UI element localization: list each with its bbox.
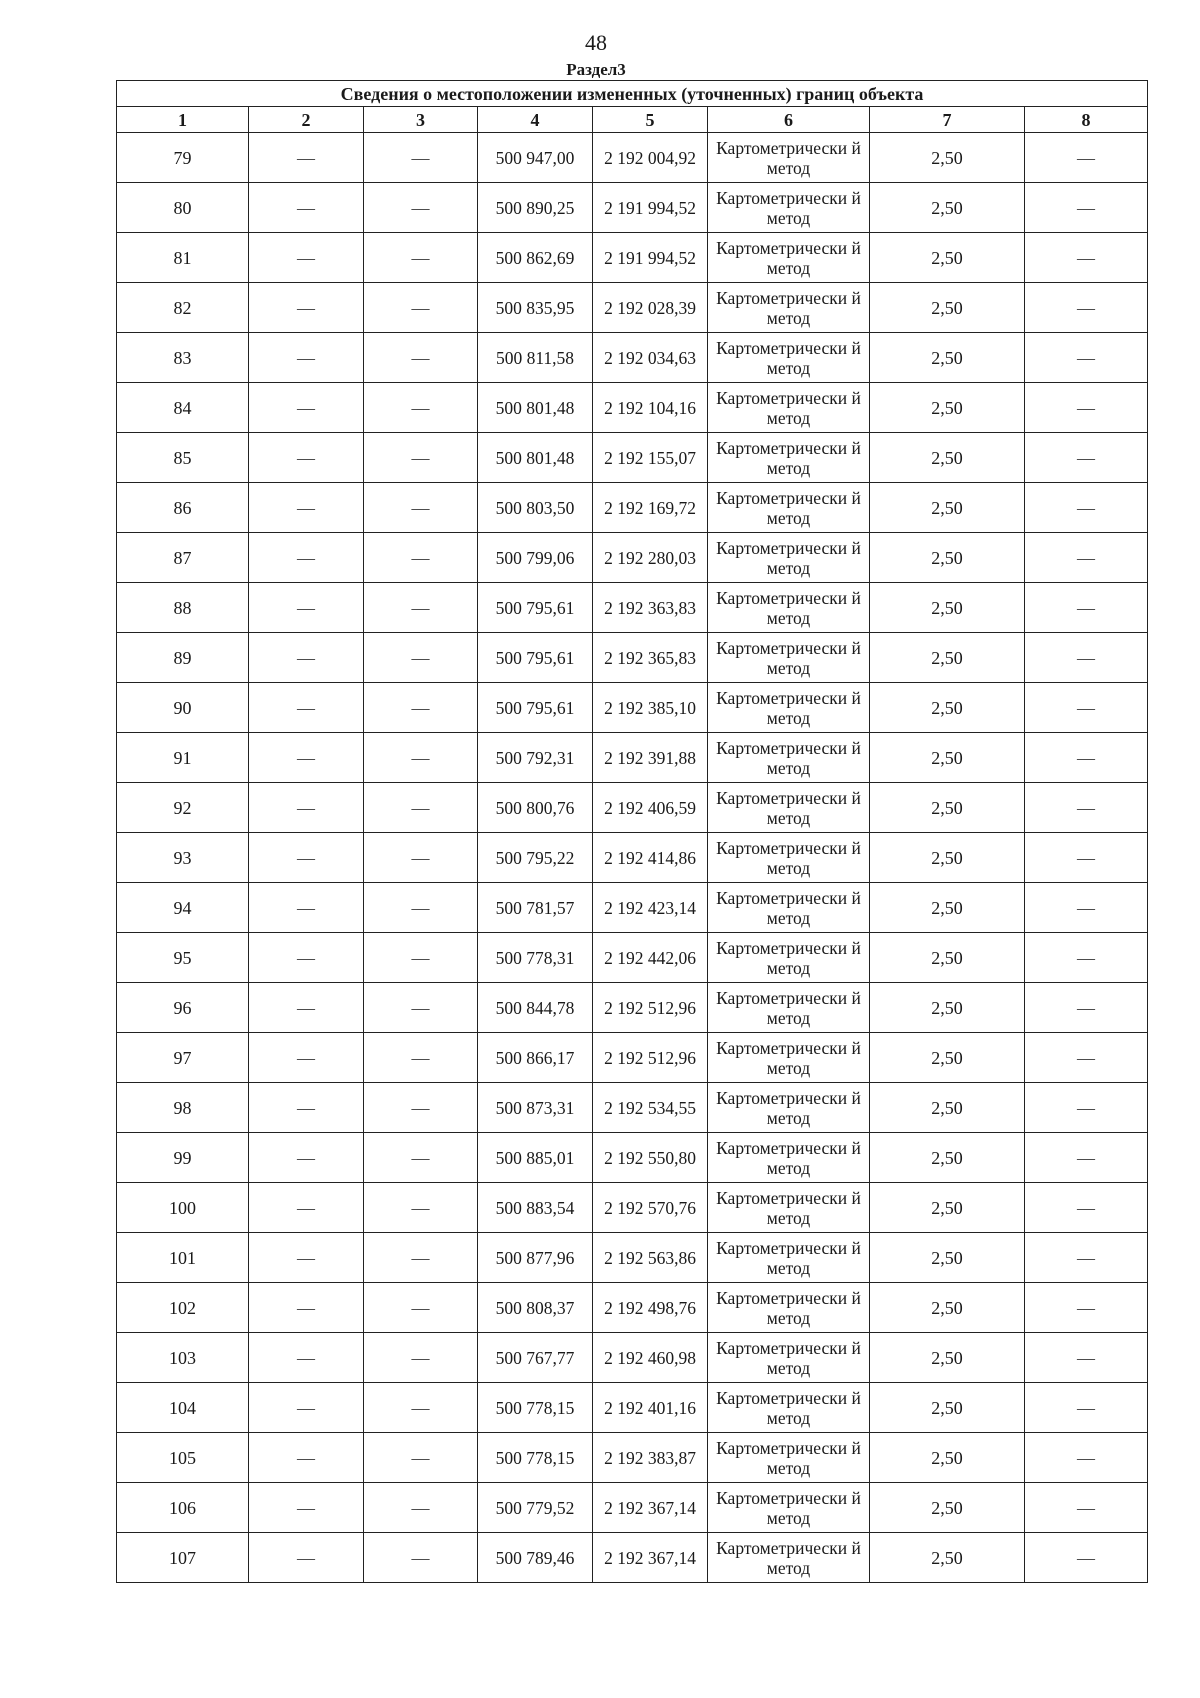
accuracy: 2,50 bbox=[870, 1283, 1025, 1333]
x-coordinate: 500 808,37 bbox=[478, 1283, 593, 1333]
x-coordinate: 500 801,48 bbox=[478, 383, 593, 433]
method: Картометрически й метод bbox=[708, 633, 870, 683]
col8-value: — bbox=[1025, 383, 1148, 433]
col3-value: — bbox=[364, 1233, 478, 1283]
point-number: 87 bbox=[117, 533, 249, 583]
method: Картометрически й метод bbox=[708, 883, 870, 933]
point-number: 83 bbox=[117, 333, 249, 383]
col8-value: — bbox=[1025, 1283, 1148, 1333]
col3-value: — bbox=[364, 733, 478, 783]
col2-value: — bbox=[249, 1483, 364, 1533]
col2-value: — bbox=[249, 933, 364, 983]
method: Картометрически й метод bbox=[708, 1133, 870, 1183]
y-coordinate: 2 192 534,55 bbox=[593, 1083, 708, 1133]
table-row bbox=[117, 433, 1148, 483]
col2-value: — bbox=[249, 633, 364, 683]
col2-value: — bbox=[249, 783, 364, 833]
x-coordinate: 500 890,25 bbox=[478, 183, 593, 233]
accuracy: 2,50 bbox=[870, 1433, 1025, 1483]
accuracy: 2,50 bbox=[870, 1533, 1025, 1583]
point-number: 89 bbox=[117, 633, 249, 683]
col8-value: — bbox=[1025, 1133, 1148, 1183]
table-body bbox=[117, 81, 1148, 1583]
y-coordinate: 2 192 155,07 bbox=[593, 433, 708, 483]
table-row bbox=[117, 1233, 1148, 1283]
col8-value: — bbox=[1025, 683, 1148, 733]
y-coordinate: 2 192 414,86 bbox=[593, 833, 708, 883]
coordinates-table bbox=[116, 80, 1148, 1583]
table-row bbox=[117, 233, 1148, 283]
method: Картометрически й метод bbox=[708, 1483, 870, 1533]
point-number: 82 bbox=[117, 283, 249, 333]
col8-value: — bbox=[1025, 1333, 1148, 1383]
x-coordinate: 500 883,54 bbox=[478, 1183, 593, 1233]
method: Картометрически й метод bbox=[708, 783, 870, 833]
col3-value: — bbox=[364, 683, 478, 733]
x-coordinate: 500 778,15 bbox=[478, 1433, 593, 1483]
accuracy: 2,50 bbox=[870, 983, 1025, 1033]
x-coordinate: 500 885,01 bbox=[478, 1133, 593, 1183]
y-coordinate: 2 192 367,14 bbox=[593, 1533, 708, 1583]
x-coordinate: 500 781,57 bbox=[478, 883, 593, 933]
point-number: 92 bbox=[117, 783, 249, 833]
col2-value: — bbox=[249, 883, 364, 933]
col2-value: — bbox=[249, 1433, 364, 1483]
method: Картометрически й метод bbox=[708, 333, 870, 383]
accuracy: 2,50 bbox=[870, 333, 1025, 383]
page-number: 48 bbox=[585, 30, 607, 55]
col2-value: — bbox=[249, 1133, 364, 1183]
col8-value: — bbox=[1025, 1533, 1148, 1583]
col8-value: — bbox=[1025, 933, 1148, 983]
col3-value: — bbox=[364, 1033, 478, 1083]
point-number: 90 bbox=[117, 683, 249, 733]
point-number: 100 bbox=[117, 1183, 249, 1233]
y-coordinate: 2 192 365,83 bbox=[593, 633, 708, 683]
point-number: 105 bbox=[117, 1433, 249, 1483]
y-coordinate: 2 192 498,76 bbox=[593, 1283, 708, 1333]
table-row bbox=[117, 1333, 1148, 1383]
method: Картометрически й метод bbox=[708, 533, 870, 583]
y-coordinate: 2 192 512,96 bbox=[593, 1033, 708, 1083]
col2-value: — bbox=[249, 383, 364, 433]
col2-value: — bbox=[249, 283, 364, 333]
table-row bbox=[117, 933, 1148, 983]
method: Картометрически й метод bbox=[708, 983, 870, 1033]
method: Картометрически й метод bbox=[708, 583, 870, 633]
column-number-1: 1 bbox=[117, 107, 249, 133]
y-coordinate: 2 192 442,06 bbox=[593, 933, 708, 983]
x-coordinate: 500 862,69 bbox=[478, 233, 593, 283]
table-title: Сведения о местоположении измененных (уточненных) границ объекта bbox=[117, 81, 1148, 107]
col8-value: — bbox=[1025, 333, 1148, 383]
table-row bbox=[117, 1283, 1148, 1333]
col8-value: — bbox=[1025, 1483, 1148, 1533]
col2-value: — bbox=[249, 833, 364, 883]
method: Картометрически й метод bbox=[708, 233, 870, 283]
accuracy: 2,50 bbox=[870, 833, 1025, 883]
method: Картометрически й метод bbox=[708, 283, 870, 333]
col3-value: — bbox=[364, 583, 478, 633]
table-row bbox=[117, 1383, 1148, 1433]
y-coordinate: 2 192 391,88 bbox=[593, 733, 708, 783]
method: Картометрически й метод bbox=[708, 1433, 870, 1483]
accuracy: 2,50 bbox=[870, 1083, 1025, 1133]
x-coordinate: 500 844,78 bbox=[478, 983, 593, 1033]
col8-value: — bbox=[1025, 233, 1148, 283]
y-coordinate: 2 192 406,59 bbox=[593, 783, 708, 833]
y-coordinate: 2 192 563,86 bbox=[593, 1233, 708, 1283]
col8-value: — bbox=[1025, 583, 1148, 633]
method: Картометрически й метод bbox=[708, 1383, 870, 1433]
col8-value: — bbox=[1025, 733, 1148, 783]
col8-value: — bbox=[1025, 1383, 1148, 1433]
col2-value: — bbox=[249, 1283, 364, 1333]
column-number-8: 8 bbox=[1025, 107, 1148, 133]
y-coordinate: 2 192 401,16 bbox=[593, 1383, 708, 1433]
col3-value: — bbox=[364, 1333, 478, 1383]
section-heading: Раздел3 bbox=[566, 60, 626, 79]
x-coordinate: 500 795,61 bbox=[478, 683, 593, 733]
col2-value: — bbox=[249, 1233, 364, 1283]
col8-value: — bbox=[1025, 783, 1148, 833]
accuracy: 2,50 bbox=[870, 1483, 1025, 1533]
column-number-7: 7 bbox=[870, 107, 1025, 133]
column-number-row bbox=[117, 107, 1148, 133]
x-coordinate: 500 947,00 bbox=[478, 133, 593, 183]
column-number-2: 2 bbox=[249, 107, 364, 133]
accuracy: 2,50 bbox=[870, 433, 1025, 483]
method: Картометрически й метод bbox=[708, 383, 870, 433]
col2-value: — bbox=[249, 133, 364, 183]
x-coordinate: 500 795,61 bbox=[478, 633, 593, 683]
col2-value: — bbox=[249, 683, 364, 733]
table-row bbox=[117, 133, 1148, 183]
point-number: 91 bbox=[117, 733, 249, 783]
point-number: 99 bbox=[117, 1133, 249, 1183]
point-number: 88 bbox=[117, 583, 249, 633]
method: Картометрически й метод bbox=[708, 1233, 870, 1283]
method: Картометрически й метод bbox=[708, 1533, 870, 1583]
y-coordinate: 2 192 280,03 bbox=[593, 533, 708, 583]
method: Картометрически й метод bbox=[708, 933, 870, 983]
table-row bbox=[117, 633, 1148, 683]
y-coordinate: 2 191 994,52 bbox=[593, 233, 708, 283]
point-number: 96 bbox=[117, 983, 249, 1033]
x-coordinate: 500 778,15 bbox=[478, 1383, 593, 1433]
accuracy: 2,50 bbox=[870, 783, 1025, 833]
col2-value: — bbox=[249, 233, 364, 283]
table-row bbox=[117, 1533, 1148, 1583]
accuracy: 2,50 bbox=[870, 1033, 1025, 1083]
accuracy: 2,50 bbox=[870, 633, 1025, 683]
point-number: 107 bbox=[117, 1533, 249, 1583]
col2-value: — bbox=[249, 1533, 364, 1583]
accuracy: 2,50 bbox=[870, 283, 1025, 333]
col2-value: — bbox=[249, 333, 364, 383]
col3-value: — bbox=[364, 833, 478, 883]
y-coordinate: 2 192 423,14 bbox=[593, 883, 708, 933]
y-coordinate: 2 192 004,92 bbox=[593, 133, 708, 183]
accuracy: 2,50 bbox=[870, 483, 1025, 533]
y-coordinate: 2 191 994,52 bbox=[593, 183, 708, 233]
point-number: 81 bbox=[117, 233, 249, 283]
table-row bbox=[117, 833, 1148, 883]
x-coordinate: 500 835,95 bbox=[478, 283, 593, 333]
y-coordinate: 2 192 570,76 bbox=[593, 1183, 708, 1233]
table-row bbox=[117, 1083, 1148, 1133]
x-coordinate: 500 873,31 bbox=[478, 1083, 593, 1133]
column-number-4: 4 bbox=[478, 107, 593, 133]
accuracy: 2,50 bbox=[870, 1233, 1025, 1283]
col3-value: — bbox=[364, 1533, 478, 1583]
col2-value: — bbox=[249, 533, 364, 583]
point-number: 84 bbox=[117, 383, 249, 433]
y-coordinate: 2 192 363,83 bbox=[593, 583, 708, 633]
table-row bbox=[117, 1183, 1148, 1233]
point-number: 97 bbox=[117, 1033, 249, 1083]
col2-value: — bbox=[249, 183, 364, 233]
col8-value: — bbox=[1025, 433, 1148, 483]
col3-value: — bbox=[364, 1133, 478, 1183]
point-number: 80 bbox=[117, 183, 249, 233]
col3-value: — bbox=[364, 783, 478, 833]
table-row bbox=[117, 1433, 1148, 1483]
column-number-5: 5 bbox=[593, 107, 708, 133]
accuracy: 2,50 bbox=[870, 383, 1025, 433]
point-number: 106 bbox=[117, 1483, 249, 1533]
method: Картометрически й метод bbox=[708, 833, 870, 883]
x-coordinate: 500 789,46 bbox=[478, 1533, 593, 1583]
method: Картометрически й метод bbox=[708, 733, 870, 783]
col3-value: — bbox=[364, 383, 478, 433]
col3-value: — bbox=[364, 233, 478, 283]
method: Картометрически й метод bbox=[708, 1083, 870, 1133]
col3-value: — bbox=[364, 883, 478, 933]
column-number-6: 6 bbox=[708, 107, 870, 133]
table-title-row bbox=[117, 81, 1148, 107]
x-coordinate: 500 792,31 bbox=[478, 733, 593, 783]
accuracy: 2,50 bbox=[870, 233, 1025, 283]
col8-value: — bbox=[1025, 483, 1148, 533]
method: Картометрически й метод bbox=[708, 683, 870, 733]
y-coordinate: 2 192 034,63 bbox=[593, 333, 708, 383]
x-coordinate: 500 877,96 bbox=[478, 1233, 593, 1283]
column-number-3: 3 bbox=[364, 107, 478, 133]
col3-value: — bbox=[364, 1183, 478, 1233]
method: Картометрически й метод bbox=[708, 183, 870, 233]
point-number: 98 bbox=[117, 1083, 249, 1133]
point-number: 102 bbox=[117, 1283, 249, 1333]
x-coordinate: 500 800,76 bbox=[478, 783, 593, 833]
method: Картометрически й метод bbox=[708, 1283, 870, 1333]
accuracy: 2,50 bbox=[870, 1133, 1025, 1183]
col3-value: — bbox=[364, 133, 478, 183]
point-number: 104 bbox=[117, 1383, 249, 1433]
y-coordinate: 2 192 028,39 bbox=[593, 283, 708, 333]
x-coordinate: 500 803,50 bbox=[478, 483, 593, 533]
col2-value: — bbox=[249, 733, 364, 783]
col3-value: — bbox=[364, 1483, 478, 1533]
accuracy: 2,50 bbox=[870, 933, 1025, 983]
x-coordinate: 500 779,52 bbox=[478, 1483, 593, 1533]
point-number: 79 bbox=[117, 133, 249, 183]
method: Картометрически й метод bbox=[708, 1033, 870, 1083]
col2-value: — bbox=[249, 1183, 364, 1233]
point-number: 101 bbox=[117, 1233, 249, 1283]
x-coordinate: 500 811,58 bbox=[478, 333, 593, 383]
table-row bbox=[117, 533, 1148, 583]
accuracy: 2,50 bbox=[870, 183, 1025, 233]
accuracy: 2,50 bbox=[870, 1383, 1025, 1433]
col8-value: — bbox=[1025, 1033, 1148, 1083]
x-coordinate: 500 795,22 bbox=[478, 833, 593, 883]
col8-value: — bbox=[1025, 833, 1148, 883]
x-coordinate: 500 866,17 bbox=[478, 1033, 593, 1083]
col8-value: — bbox=[1025, 1083, 1148, 1133]
col2-value: — bbox=[249, 583, 364, 633]
col2-value: — bbox=[249, 1383, 364, 1433]
accuracy: 2,50 bbox=[870, 683, 1025, 733]
method: Картометрически й метод bbox=[708, 1183, 870, 1233]
col3-value: — bbox=[364, 533, 478, 583]
col3-value: — bbox=[364, 1283, 478, 1333]
x-coordinate: 500 799,06 bbox=[478, 533, 593, 583]
method: Картометрически й метод bbox=[708, 433, 870, 483]
accuracy: 2,50 bbox=[870, 1333, 1025, 1383]
accuracy: 2,50 bbox=[870, 133, 1025, 183]
col3-value: — bbox=[364, 1383, 478, 1433]
point-number: 94 bbox=[117, 883, 249, 933]
col3-value: — bbox=[364, 1433, 478, 1483]
col8-value: — bbox=[1025, 133, 1148, 183]
table-row bbox=[117, 1033, 1148, 1083]
table-row bbox=[117, 883, 1148, 933]
col3-value: — bbox=[364, 333, 478, 383]
table-row bbox=[117, 483, 1148, 533]
col2-value: — bbox=[249, 433, 364, 483]
accuracy: 2,50 bbox=[870, 1183, 1025, 1233]
col2-value: — bbox=[249, 483, 364, 533]
col3-value: — bbox=[364, 1083, 478, 1133]
accuracy: 2,50 bbox=[870, 533, 1025, 583]
col8-value: — bbox=[1025, 283, 1148, 333]
x-coordinate: 500 767,77 bbox=[478, 1333, 593, 1383]
x-coordinate: 500 795,61 bbox=[478, 583, 593, 633]
accuracy: 2,50 bbox=[870, 733, 1025, 783]
y-coordinate: 2 192 383,87 bbox=[593, 1433, 708, 1483]
accuracy: 2,50 bbox=[870, 883, 1025, 933]
table-row bbox=[117, 683, 1148, 733]
table-row bbox=[117, 1483, 1148, 1533]
col3-value: — bbox=[364, 933, 478, 983]
col3-value: — bbox=[364, 283, 478, 333]
point-number: 95 bbox=[117, 933, 249, 983]
method: Картометрически й метод bbox=[708, 133, 870, 183]
table-row bbox=[117, 783, 1148, 833]
y-coordinate: 2 192 460,98 bbox=[593, 1333, 708, 1383]
col3-value: — bbox=[364, 183, 478, 233]
table-row bbox=[117, 183, 1148, 233]
col2-value: — bbox=[249, 983, 364, 1033]
col8-value: — bbox=[1025, 983, 1148, 1033]
method: Картометрически й метод bbox=[708, 1333, 870, 1383]
col3-value: — bbox=[364, 633, 478, 683]
col8-value: — bbox=[1025, 633, 1148, 683]
table-row bbox=[117, 383, 1148, 433]
col3-value: — bbox=[364, 483, 478, 533]
accuracy: 2,50 bbox=[870, 583, 1025, 633]
col8-value: — bbox=[1025, 1433, 1148, 1483]
point-number: 93 bbox=[117, 833, 249, 883]
col2-value: — bbox=[249, 1033, 364, 1083]
y-coordinate: 2 192 550,80 bbox=[593, 1133, 708, 1183]
col8-value: — bbox=[1025, 1233, 1148, 1283]
y-coordinate: 2 192 367,14 bbox=[593, 1483, 708, 1533]
x-coordinate: 500 778,31 bbox=[478, 933, 593, 983]
point-number: 85 bbox=[117, 433, 249, 483]
col8-value: — bbox=[1025, 1183, 1148, 1233]
point-number: 103 bbox=[117, 1333, 249, 1383]
col8-value: — bbox=[1025, 183, 1148, 233]
point-number: 86 bbox=[117, 483, 249, 533]
col2-value: — bbox=[249, 1083, 364, 1133]
y-coordinate: 2 192 385,10 bbox=[593, 683, 708, 733]
y-coordinate: 2 192 169,72 bbox=[593, 483, 708, 533]
x-coordinate: 500 801,48 bbox=[478, 433, 593, 483]
table-row bbox=[117, 983, 1148, 1033]
table-row bbox=[117, 1133, 1148, 1183]
table-row bbox=[117, 583, 1148, 633]
col3-value: — bbox=[364, 433, 478, 483]
col3-value: — bbox=[364, 983, 478, 1033]
table-row bbox=[117, 333, 1148, 383]
y-coordinate: 2 192 104,16 bbox=[593, 383, 708, 433]
col8-value: — bbox=[1025, 533, 1148, 583]
col8-value: — bbox=[1025, 883, 1148, 933]
y-coordinate: 2 192 512,96 bbox=[593, 983, 708, 1033]
method: Картометрически й метод bbox=[708, 483, 870, 533]
table-row bbox=[117, 283, 1148, 333]
table-row bbox=[117, 733, 1148, 783]
col2-value: — bbox=[249, 1333, 364, 1383]
